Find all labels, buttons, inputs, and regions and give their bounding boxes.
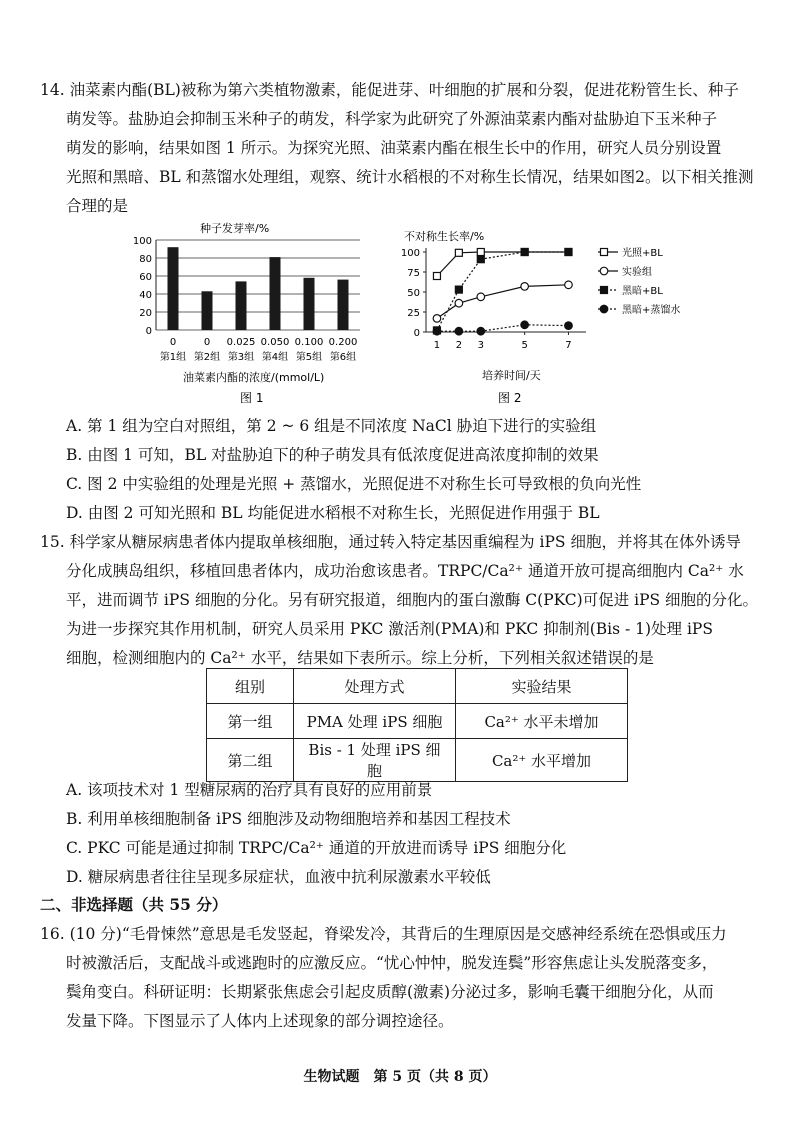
fig1-bar xyxy=(236,281,247,330)
q14-line: 光照和黑暗、BL 和蒸馏水处理组，观察、统计水稻根的不对称生长情况，结果如图2。以下相关推测 xyxy=(66,168,754,186)
fig2-point xyxy=(477,249,484,256)
fig2-xtick: 1 xyxy=(433,340,441,351)
fig2-point xyxy=(455,299,463,307)
fig2-point xyxy=(455,327,463,335)
fig1-bar xyxy=(270,257,281,330)
fig2-ytick: 0 xyxy=(413,328,420,339)
fig2-title: 不对称生长率/% xyxy=(404,230,485,243)
fig1-conc-label: 0.200 xyxy=(328,337,358,348)
fig2-point xyxy=(601,287,608,294)
fig2-point xyxy=(477,293,485,301)
fig2-legend-label: 光照+BL xyxy=(622,248,663,259)
q15-line: 15. 科学家从糖尿病患者体内提取单核细胞，通过转入特定基因重编程为 iPS 细胞，并将其在体外诱导 xyxy=(40,533,741,551)
table-header-row xyxy=(207,669,628,704)
fig2-ytick: 50 xyxy=(407,288,420,299)
fig1-ytick: 100 xyxy=(132,236,152,247)
table-header-cell: 实验结果 xyxy=(456,669,628,704)
fig2-legend-label: 黑暗+BL xyxy=(622,286,663,297)
q15-line: 平，进而调节 iPS 细胞的分化。另有研究报道，细胞内的蛋白激酶 C(PKC)可促进 iPS 细胞的分化。 xyxy=(66,591,759,609)
fig2-point xyxy=(433,315,441,323)
q16-line: 发量下降。下图显示了人体内上述现象的部分调控途径。 xyxy=(66,1012,454,1030)
fig1-conc-label: 0 xyxy=(169,337,177,348)
fig1-bar xyxy=(202,291,213,330)
q16-line: 鬓角变白。科研证明：长期紧张焦虑会引起皮质醇(激素)分泌过多，影响毛囊干细胞分化，从而 xyxy=(66,983,714,1001)
q15-option-d[interactable]: D. 糖尿病患者往往呈现多尿症状，血液中抗利尿激素水平较低 xyxy=(66,868,491,886)
q14-option-a[interactable]: A. 第 1 组为空白对照组，第 2 ~ 6 组是不同浓度 NaCl 胁迫下进行的实验组 xyxy=(66,417,597,435)
fig1-title: 种子发芽率/% xyxy=(200,222,270,235)
table-row xyxy=(207,739,628,782)
fig2-point xyxy=(477,256,484,263)
fig2-point xyxy=(521,249,528,256)
table-header-cell: 组别 xyxy=(207,669,294,704)
fig1-group-label: 第5组 xyxy=(295,352,323,363)
fig2-point xyxy=(433,327,441,335)
q15-line: 为进一步探究其作用机制，研究人员采用 PKC 激活剂(PMA)和 PKC 抑制剂(Bis - 1)处理 iPS xyxy=(66,620,713,638)
fig1-ytick: 80 xyxy=(139,254,152,265)
fig1-group-label: 第4组 xyxy=(261,352,289,363)
fig2-ytick: 75 xyxy=(407,268,420,279)
q14-option-c[interactable]: C. 图 2 中实验组的处理是光照 + 蒸馏水，光照促进不对称生长可导致根的负向光性 xyxy=(66,475,642,493)
fig1-conc-label: 0.100 xyxy=(294,337,324,348)
fig2-xlabel: 培养时间/天 xyxy=(482,369,541,382)
fig2-point xyxy=(565,249,572,256)
fig2-point xyxy=(565,322,573,330)
fig2-point xyxy=(521,321,529,329)
q15-option-b[interactable]: B. 利用单核细胞制备 iPS 细胞涉及动物细胞培养和基因工程技术 xyxy=(66,810,511,828)
fig1-bar xyxy=(304,278,315,330)
table-row xyxy=(207,704,628,739)
fig2-point xyxy=(477,327,485,335)
fig1-ytick: 40 xyxy=(139,290,152,301)
q14-line: 萌发等。盐胁迫会抑制玉米种子的萌发，科学家为此研究了外源油菜素内酯对盐胁迫下玉米种子 xyxy=(66,110,718,128)
fig1-conc-label: 0.050 xyxy=(260,337,290,348)
fig2-legend-label: 黑暗+蒸馏水 xyxy=(622,305,681,316)
table-cell: PMA 处理 iPS 细胞 xyxy=(294,704,456,739)
fig1-ytick: 20 xyxy=(139,308,152,319)
q14-line: 萌发的影响，结果如图 1 所示。为探究光照、油菜素内酯在根生长中的作用，研究人员分别设置 xyxy=(66,139,722,157)
section-2-heading: 二、非选择题（共 55 分） xyxy=(40,895,228,914)
q14-line: 14. 油菜素内酯(BL)被称为第六类植物激素，能促进芽、叶细胞的扩展和分裂，促进花粉管生长、种子 xyxy=(40,81,739,99)
fig2-ytick: 25 xyxy=(407,308,420,319)
fig2-point xyxy=(521,283,529,291)
fig1-bar xyxy=(168,247,179,330)
fig1-conc-label: 0.025 xyxy=(226,337,256,348)
fig1-ytick: 60 xyxy=(139,272,152,283)
q14-line: 合理的是 xyxy=(66,197,129,215)
table-header-cell: 处理方式 xyxy=(294,669,456,704)
table-cell: 第二组 xyxy=(207,739,294,782)
fig2-point xyxy=(600,267,608,275)
table-cell: Bis - 1 处理 iPS 细胞 xyxy=(294,739,456,782)
fig2-ytick: 100 xyxy=(400,248,420,259)
fig2-point xyxy=(455,286,462,293)
fig2-point xyxy=(600,305,608,313)
table-cell: Ca²⁺ 水平增加 xyxy=(456,739,628,782)
fig1-xlabel: 油菜素内酯的浓度/(mmol/L) xyxy=(183,371,325,384)
fig2-xtick: 3 xyxy=(477,340,484,351)
fig1-conc-label: 0 xyxy=(203,337,211,348)
fig2-legend-label: 实验组 xyxy=(622,267,652,278)
fig2-xtick: 7 xyxy=(565,340,572,351)
q16-line: 16. (10 分)“毛骨悚然”意思是毛发竖起，脊梁发冷，其背后的生理原因是交感神经系统在恐惧或压力 xyxy=(40,925,727,943)
q15-option-c[interactable]: C. PKC 可能是通过抑制 TRPC/Ca²⁺ 通道的开放进而诱导 iPS 细胞分化 xyxy=(66,839,567,857)
fig1-group-label: 第6组 xyxy=(329,352,357,363)
fig1-group-label: 第1组 xyxy=(159,352,187,363)
fig1-group-label: 第2组 xyxy=(193,352,221,363)
figure-1-bar-chart xyxy=(120,218,370,408)
fig2-point xyxy=(433,273,440,280)
fig2-xtick: 5 xyxy=(521,340,528,351)
q14-option-b[interactable]: B. 由图 1 可知，BL 对盐胁迫下的种子萌发具有低浓度促进高浓度抑制的效果 xyxy=(66,446,599,464)
fig1-bar xyxy=(338,280,349,330)
q16-line: 时被激活后，支配战斗或逃跑时的应激反应。“忧心忡忡，脱发连鬓”形容焦虑让头发脱落变多， xyxy=(66,954,718,972)
fig2-point xyxy=(455,249,462,256)
q15-line: 细胞，检测细胞内的 Ca²⁺ 水平，结果如下表所示。综上分析，下列相关叙述错误的是 xyxy=(66,649,654,667)
fig1-figure-label: 图 1 xyxy=(240,391,264,405)
figure-2-line-chart xyxy=(398,226,698,408)
fig1-ytick: 0 xyxy=(145,326,152,337)
q15-option-a[interactable]: A. 该项技术对 1 型糖尿病的治疗具有良好的应用前景 xyxy=(66,781,433,799)
fig1-group-label: 第3组 xyxy=(227,352,255,363)
fig2-figure-label: 图 2 xyxy=(498,391,522,405)
q14-option-d[interactable]: D. 由图 2 可知光照和 BL 均能促进水稻根不对称生长，光照促进作用强于 BL xyxy=(66,504,600,522)
q15-line: 分化成胰岛组织，移植回患者体内，成功治愈该患者。TRPC/Ca²⁺ 通道开放可提高细胞内 Ca²⁺ 水 xyxy=(66,562,744,580)
fig2-point xyxy=(565,281,573,289)
fig2-point xyxy=(601,249,608,256)
table-cell: Ca²⁺ 水平未增加 xyxy=(456,704,628,739)
table-cell: 第一组 xyxy=(207,704,294,739)
fig2-xtick: 2 xyxy=(455,340,463,351)
q15-results-table xyxy=(206,668,628,782)
page-footer: 生物试题 第 5 页（共 8 页） xyxy=(303,1069,497,1085)
